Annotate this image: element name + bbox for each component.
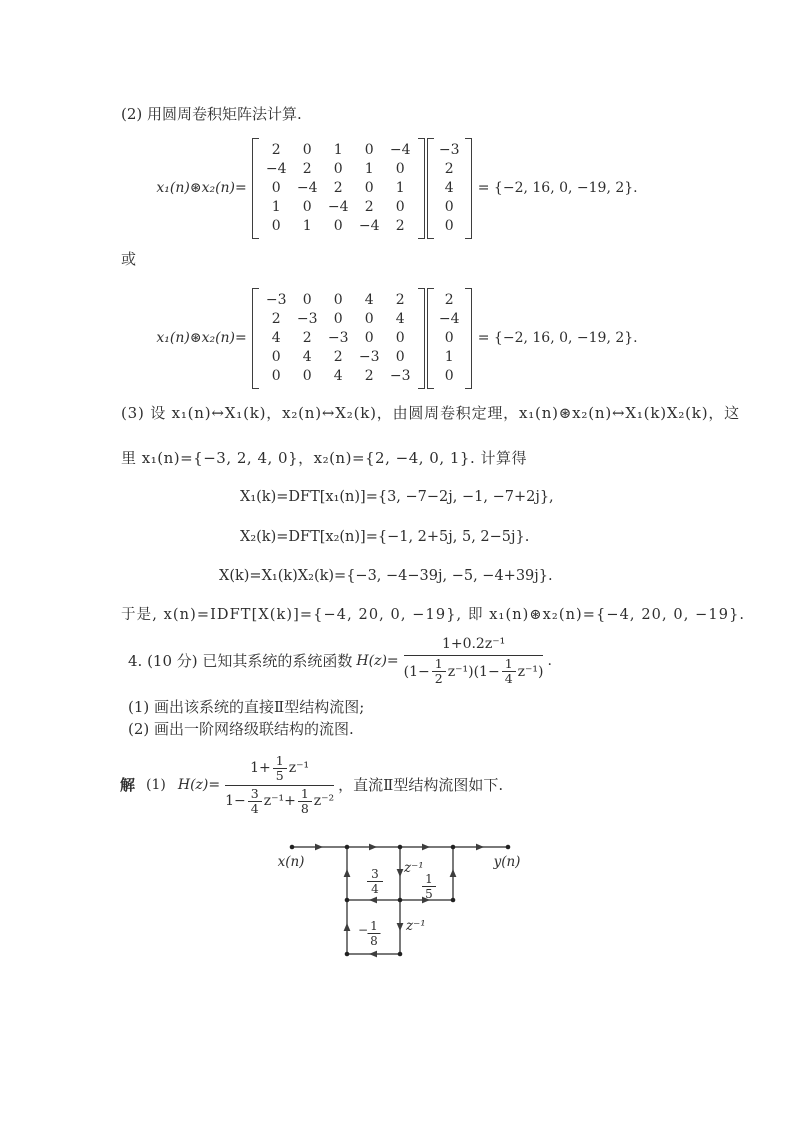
solution-tail: ，直流Ⅱ型结构流图如下. bbox=[338, 775, 504, 794]
fraction-denominator bbox=[225, 785, 334, 816]
right-bracket bbox=[418, 288, 425, 389]
matrix-cell: 0 bbox=[395, 198, 405, 215]
output-node-label: y(n) bbox=[493, 854, 521, 870]
matrix-row bbox=[261, 348, 416, 367]
problem4-lead: 4. (10 分) 已知其系统的系统函数 bbox=[128, 651, 353, 670]
vector-row bbox=[436, 198, 463, 217]
matrix-row bbox=[261, 329, 416, 348]
matrix-row bbox=[261, 291, 416, 310]
matrix-row bbox=[261, 141, 416, 160]
matrix-cell: 4 bbox=[364, 291, 374, 308]
matrix-cell: 2 bbox=[395, 217, 405, 234]
arrow-up-icon bbox=[344, 869, 351, 877]
arrow-right-icon bbox=[315, 844, 323, 851]
coef-3-4-numerator: 3 bbox=[371, 867, 379, 881]
arrow-down-icon bbox=[397, 923, 404, 931]
vector-row bbox=[436, 160, 463, 179]
matrix-cell: −4 bbox=[327, 198, 349, 215]
coef-1-8-denominator: 8 bbox=[370, 934, 378, 948]
matrix-cell: 0 bbox=[364, 141, 374, 158]
matrix-cell: 2 bbox=[271, 310, 281, 327]
vector-row bbox=[436, 179, 463, 198]
coef-1-8-numerator: 1 bbox=[370, 919, 378, 933]
den-seg3: z⁻² bbox=[313, 793, 335, 810]
matrix-cell: 0 bbox=[302, 367, 312, 384]
section3-line1: (3) 设 x₁(n)↔X₁(k)，x₂(n)↔X₂(k)，由圆周卷积定理，x₁(n)⊛x₂(n)↔X₁(k)X₂(k)，这 bbox=[121, 404, 740, 422]
frac-den: 4 bbox=[504, 671, 513, 687]
den-seg3: z⁻¹) bbox=[517, 663, 544, 680]
matrix-cell: 2 bbox=[271, 141, 281, 158]
delay-lower-label: z⁻¹ bbox=[406, 918, 426, 934]
fraction-denominator bbox=[404, 655, 544, 686]
matrix-row bbox=[261, 367, 416, 386]
arrow-right-icon bbox=[476, 844, 484, 851]
matrix-cell: 4 bbox=[333, 367, 343, 384]
num-seg2: z⁻¹ bbox=[288, 760, 310, 777]
matrix-cell: 0 bbox=[271, 217, 281, 234]
matrix-cell: 1 bbox=[333, 141, 343, 158]
vector-row bbox=[436, 329, 463, 348]
den-seg1: (1− bbox=[403, 663, 430, 680]
frac-1-2 bbox=[432, 655, 446, 687]
matrix-cell: 1 bbox=[395, 179, 405, 196]
vector-row bbox=[436, 367, 463, 386]
coef-1-5-denominator: 5 bbox=[425, 887, 433, 901]
section2-heading: (2) 用圆周卷积矩阵法计算. bbox=[121, 105, 302, 123]
frac-num: 1 bbox=[432, 658, 446, 673]
matrix-cell: 0 bbox=[395, 329, 405, 346]
eq2-vector-group bbox=[427, 288, 472, 389]
frac-num: 1 bbox=[273, 755, 287, 770]
matrix-row bbox=[261, 179, 416, 198]
den-seg1: 1− bbox=[225, 793, 246, 810]
vector-row bbox=[436, 310, 463, 329]
matrix-cell: 0 bbox=[271, 348, 281, 365]
frac-num: 1 bbox=[502, 658, 516, 673]
vector-row bbox=[436, 141, 463, 160]
eq1-result: = {−2, 16, 0, −19, 2}. bbox=[477, 180, 638, 196]
eq2-lhs: x₁(n)⊛x₂(n)= bbox=[156, 330, 247, 346]
num-seg1: 1+ bbox=[250, 760, 271, 777]
eq2-matrix-group bbox=[252, 288, 425, 389]
arrow-right-icon bbox=[422, 844, 430, 851]
problem4-item2: (2) 画出一阶网络级联结构的流图. bbox=[128, 720, 354, 738]
problem4-fraction bbox=[404, 636, 544, 685]
frac-3-4 bbox=[248, 785, 262, 816]
fraction-numerator bbox=[244, 752, 315, 785]
left-bracket bbox=[252, 288, 259, 389]
matrix-cell: 4 bbox=[395, 310, 405, 327]
solution-line bbox=[120, 754, 503, 816]
arrow-left-icon bbox=[369, 951, 377, 958]
eq1-lhs: x₁(n)⊛x₂(n)= bbox=[156, 180, 247, 196]
left-bracket bbox=[427, 138, 434, 239]
matrix-cell: 4 bbox=[302, 348, 312, 365]
frac-den: 5 bbox=[275, 768, 284, 783]
eq1-matrix-group bbox=[252, 138, 425, 239]
matrix-cell: −4 bbox=[389, 141, 411, 158]
matrix-cell: −3 bbox=[389, 367, 411, 384]
matrix-cell: 0 bbox=[364, 329, 374, 346]
matrix-cell: 0 bbox=[333, 310, 343, 327]
matrix-row bbox=[261, 160, 416, 179]
vector-cell: 4 bbox=[444, 179, 454, 196]
vector-row bbox=[436, 217, 463, 236]
matrix-cell: 0 bbox=[395, 160, 405, 177]
matrix-cell: 2 bbox=[302, 160, 312, 177]
matrix-cell: −3 bbox=[296, 310, 318, 327]
vector-cell: 1 bbox=[444, 348, 454, 365]
den-seg2: z⁻¹)(1− bbox=[447, 663, 500, 680]
or-text: 或 bbox=[121, 250, 137, 268]
vector-cell: 0 bbox=[444, 217, 454, 234]
den-seg2: z⁻¹+ bbox=[263, 793, 296, 810]
frac-num: 1 bbox=[298, 788, 312, 803]
problem4-statement bbox=[128, 634, 552, 688]
matrix-row bbox=[261, 310, 416, 329]
right-bracket bbox=[465, 288, 472, 389]
vector-cell: 0 bbox=[444, 198, 454, 215]
matrix-cell: −4 bbox=[296, 179, 318, 196]
arrow-right-icon bbox=[369, 844, 377, 851]
vector-cell: −3 bbox=[438, 141, 460, 158]
matrix-cell: 0 bbox=[333, 160, 343, 177]
matrix-cell: 0 bbox=[302, 291, 312, 308]
formula-X1k: X₁(k)=DFT[x₁(n)]={3, −7−2j, −1, −7+2j}, bbox=[240, 489, 554, 505]
arrow-up-icon bbox=[344, 923, 351, 931]
matrix-cell: −3 bbox=[265, 291, 287, 308]
matrix-cell: 0 bbox=[333, 217, 343, 234]
matrix-cell: 2 bbox=[364, 198, 374, 215]
section3-line2: 里 x₁(n)={−3, 2, 4, 0}，x₂(n)={2, −4, 0, 1}. 计算得 bbox=[121, 449, 527, 467]
solution-fraction bbox=[225, 752, 335, 816]
matrix-cell: −3 bbox=[327, 329, 349, 346]
matrix-cell: 2 bbox=[333, 348, 343, 365]
matrix-cell: 1 bbox=[302, 217, 312, 234]
matrix-equation-2 bbox=[0, 286, 794, 390]
eq1-vector-group bbox=[427, 138, 472, 239]
frac-den: 2 bbox=[434, 671, 443, 687]
formula-X2k: X₂(k)=DFT[x₂(n)]={−1, 2+5j, 5, 2−5j}. bbox=[240, 529, 530, 545]
problem4-item1: (1) 画出该系统的直接Ⅱ型结构流图; bbox=[128, 698, 365, 716]
problem4-period: . bbox=[547, 653, 552, 669]
matrix-cell: 2 bbox=[302, 329, 312, 346]
arrow-left-icon bbox=[369, 897, 377, 904]
matrix-cell: 0 bbox=[395, 348, 405, 365]
matrix-cell: 2 bbox=[333, 179, 343, 196]
matrix-equation-1 bbox=[0, 136, 794, 240]
formula-Xk: X(k)=X₁(k)X₂(k)={−3, −4−39j, −5, −4+39j}. bbox=[219, 568, 553, 584]
delay-upper-label: z⁻¹ bbox=[404, 860, 424, 876]
matrix-cell: 0 bbox=[364, 179, 374, 196]
frac-1-5 bbox=[273, 752, 287, 783]
vector-row bbox=[436, 348, 463, 367]
matrix-cell: 0 bbox=[302, 141, 312, 158]
matrix-cell: 4 bbox=[271, 329, 281, 346]
matrix-cell: 0 bbox=[271, 367, 281, 384]
coef-1-5-numerator: 1 bbox=[425, 872, 433, 886]
eq2-vector bbox=[434, 288, 465, 389]
formula-idft-result: 于是, x(n)=IDFT[X(k)]={−4, 20, 0, −19}, 即 x₁(n)⊛x₂(n)={−4, 20, 0, −19}. bbox=[121, 607, 746, 623]
problem4-Hz: H(z)= bbox=[356, 653, 399, 669]
arrow-down-icon bbox=[397, 869, 404, 877]
signal-flow-graph bbox=[260, 832, 540, 972]
vector-cell: −4 bbox=[438, 310, 460, 327]
left-bracket bbox=[252, 138, 259, 239]
matrix-cell: −3 bbox=[358, 348, 380, 365]
right-bracket bbox=[418, 138, 425, 239]
fraction-numerator: 1+0.2z⁻¹ bbox=[441, 636, 506, 653]
matrix-cell: 0 bbox=[302, 198, 312, 215]
matrix-row bbox=[261, 198, 416, 217]
matrix-cell: 0 bbox=[333, 291, 343, 308]
frac-num: 3 bbox=[248, 788, 262, 803]
vector-cell: 0 bbox=[444, 329, 454, 346]
eq2-matrix bbox=[259, 288, 418, 389]
matrix-cell: −4 bbox=[358, 217, 380, 234]
vector-cell: 2 bbox=[444, 291, 454, 308]
left-bracket bbox=[427, 288, 434, 389]
vector-cell: 2 bbox=[444, 160, 454, 177]
eq1-matrix bbox=[259, 138, 418, 239]
matrix-cell: 1 bbox=[271, 198, 281, 215]
matrix-cell: 0 bbox=[364, 310, 374, 327]
eq1-vector bbox=[434, 138, 465, 239]
vector-cell: 0 bbox=[444, 367, 454, 384]
vector-row bbox=[436, 291, 463, 310]
matrix-cell: 0 bbox=[271, 179, 281, 196]
frac-1-8 bbox=[298, 785, 312, 816]
frac-den: 4 bbox=[250, 801, 259, 816]
matrix-row bbox=[261, 217, 416, 236]
matrix-cell: 2 bbox=[364, 367, 374, 384]
coef-3-4-denominator: 4 bbox=[371, 882, 379, 896]
solution-Hz: H(z)= bbox=[177, 777, 221, 793]
solution-label: 解 bbox=[120, 775, 136, 794]
matrix-cell: 2 bbox=[395, 291, 405, 308]
frac-1-4 bbox=[502, 655, 516, 687]
solution-item-number: (1) bbox=[146, 777, 166, 793]
arrow-up-icon bbox=[450, 869, 457, 877]
eq2-result: = {−2, 16, 0, −19, 2}. bbox=[477, 330, 638, 346]
right-bracket bbox=[465, 138, 472, 239]
matrix-cell: −4 bbox=[265, 160, 287, 177]
matrix-cell: 1 bbox=[364, 160, 374, 177]
frac-den: 8 bbox=[300, 801, 309, 816]
coef-minus-sign: − bbox=[357, 923, 369, 937]
input-node-label: x(n) bbox=[277, 854, 305, 870]
